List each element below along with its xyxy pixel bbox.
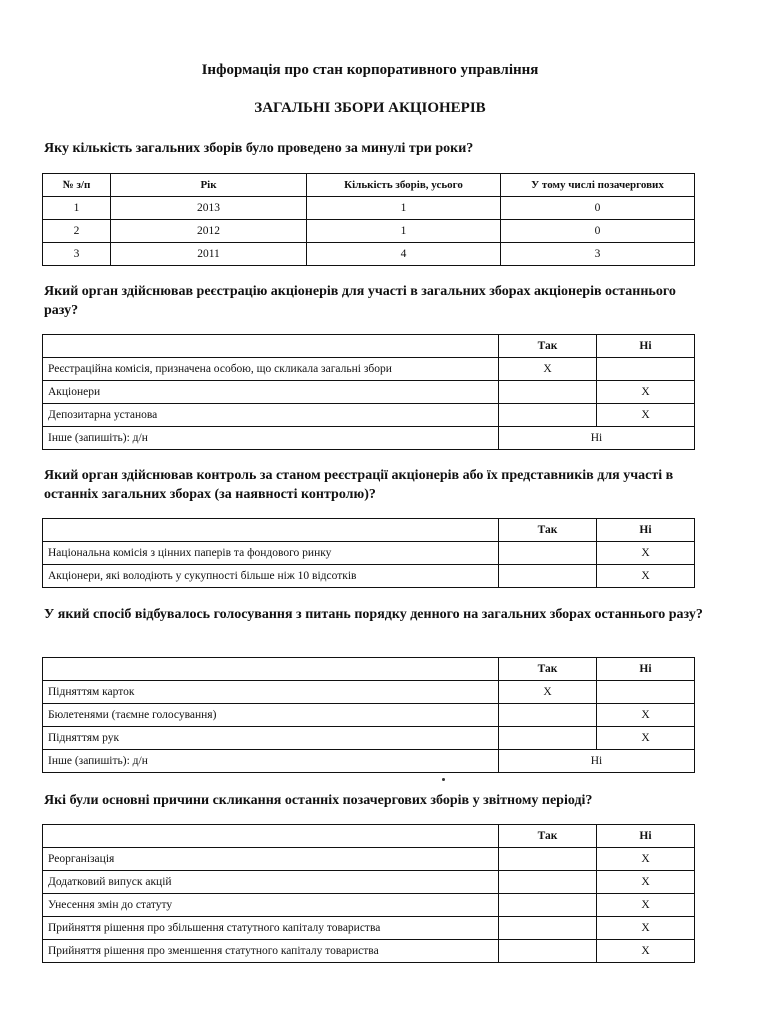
cell-yes <box>499 704 597 727</box>
control-question: Який орган здійснював контроль за станом реєстрації акціонерів або їх представників для участі в останніх загальних зборах (за наявності контролю)? <box>44 468 674 502</box>
cell-no: X <box>597 565 695 588</box>
table-row <box>43 871 695 894</box>
reasons-question: Які були основні причини скликання останніх позачергових зборів у звітному періоді? <box>44 793 593 808</box>
document-title: Інформація про стан корпоративного управління <box>201 62 539 78</box>
cell-no: X <box>597 917 695 940</box>
header-year: Рік <box>111 174 307 197</box>
cell-no: X <box>597 704 695 727</box>
cell-extraordinary: 0 <box>501 220 695 243</box>
header-yes: Так <box>499 658 597 681</box>
table-header-row <box>43 174 695 197</box>
cell-total: 4 <box>307 243 501 266</box>
table-row <box>43 704 695 727</box>
cell-extraordinary: 0 <box>501 197 695 220</box>
meetings-table <box>42 173 695 266</box>
table-row <box>43 750 695 773</box>
cell-yes: X <box>499 358 597 381</box>
row-label: Додатковий випуск акцій <box>43 871 499 894</box>
header-no: Ні <box>597 519 695 542</box>
header-blank <box>43 519 499 542</box>
table-row <box>43 427 695 450</box>
row-label: Прийняття рішення про зменшення статутного капіталу товариства <box>43 940 499 963</box>
control-table <box>42 518 695 588</box>
meetings-question: Яку кількість загальних зборів було проведено за минулі три роки? <box>44 141 474 156</box>
cell-yes <box>499 381 597 404</box>
table-row <box>43 220 695 243</box>
registration-question: Який орган здійснював реєстрацію акціонерів для участі в загальних зборах акціонерів останнього разу? <box>44 284 676 318</box>
cell-number: 3 <box>43 243 111 266</box>
cell-year: 2013 <box>111 197 307 220</box>
table-row <box>43 848 695 871</box>
row-label: Прийняття рішення про збільшення статутного капіталу товариства <box>43 917 499 940</box>
cell-no: X <box>597 871 695 894</box>
cell-yes <box>499 917 597 940</box>
cell-total: 1 <box>307 220 501 243</box>
cell-number: 2 <box>43 220 111 243</box>
voting-table <box>42 657 695 773</box>
table-row <box>43 565 695 588</box>
section-title: ЗАГАЛЬНІ ЗБОРИ АКЦІОНЕРІВ <box>254 100 486 116</box>
other-value: Ні <box>499 427 695 450</box>
cell-yes: X <box>499 681 597 704</box>
row-label: Реєстраційна комісія, призначена особою, що скликала загальні збори <box>43 358 499 381</box>
table-row <box>43 404 695 427</box>
header-number: № з/п <box>43 174 111 197</box>
cell-no: X <box>597 381 695 404</box>
cell-no: X <box>597 727 695 750</box>
cell-yes <box>499 404 597 427</box>
table-row <box>43 681 695 704</box>
header-yes: Так <box>499 519 597 542</box>
table-row <box>43 917 695 940</box>
cell-yes <box>499 565 597 588</box>
cell-no: X <box>597 940 695 963</box>
cell-yes <box>499 542 597 565</box>
cell-number: 1 <box>43 197 111 220</box>
table-row <box>43 894 695 917</box>
row-label: Бюлетенями (таємне голосування) <box>43 704 499 727</box>
cell-year: 2011 <box>111 243 307 266</box>
cell-year: 2012 <box>111 220 307 243</box>
cell-no: X <box>597 404 695 427</box>
cell-extraordinary: 3 <box>501 243 695 266</box>
row-label: Депозитарна установа <box>43 404 499 427</box>
cell-total: 1 <box>307 197 501 220</box>
header-blank <box>43 335 499 358</box>
header-no: Ні <box>597 825 695 848</box>
row-label: Акціонери <box>43 381 499 404</box>
cell-no <box>597 358 695 381</box>
table-header-row <box>43 519 695 542</box>
voting-question: У який спосіб відбувалось голосування з питань порядку денного на загальних зборах останнього разу? <box>44 607 703 622</box>
cell-no: X <box>597 542 695 565</box>
reasons-table <box>42 824 695 963</box>
table-row <box>43 243 695 266</box>
cell-yes <box>499 940 597 963</box>
row-label: Підняттям карток <box>43 681 499 704</box>
cell-no: X <box>597 894 695 917</box>
cell-yes <box>499 894 597 917</box>
table-row <box>43 727 695 750</box>
cell-yes <box>499 848 597 871</box>
header-total: Кількість зборів, усього <box>307 174 501 197</box>
table-row <box>43 358 695 381</box>
table-row <box>43 381 695 404</box>
header-extraordinary: У тому числі позачергових <box>501 174 695 197</box>
table-header-row <box>43 658 695 681</box>
table-header-row <box>43 825 695 848</box>
row-label: Унесення змін до статуту <box>43 894 499 917</box>
scan-speck <box>442 778 445 781</box>
cell-yes <box>499 871 597 894</box>
cell-no: X <box>597 848 695 871</box>
other-label: Інше (запишіть): д/н <box>43 427 499 450</box>
other-label: Інше (запишіть): д/н <box>43 750 499 773</box>
header-no: Ні <box>597 658 695 681</box>
table-header-row <box>43 335 695 358</box>
row-label: Підняттям рук <box>43 727 499 750</box>
table-row <box>43 542 695 565</box>
registration-table <box>42 334 695 450</box>
header-no: Ні <box>597 335 695 358</box>
header-yes: Так <box>499 825 597 848</box>
table-row <box>43 197 695 220</box>
cell-yes <box>499 727 597 750</box>
header-yes: Так <box>499 335 597 358</box>
row-label: Національна комісія з цінних паперів та фондового ринку <box>43 542 499 565</box>
cell-no <box>597 681 695 704</box>
header-blank <box>43 658 499 681</box>
header-blank <box>43 825 499 848</box>
row-label: Акціонери, які володіють у сукупності більше ніж 10 відсотків <box>43 565 499 588</box>
row-label: Реорганізація <box>43 848 499 871</box>
other-value: Ні <box>499 750 695 773</box>
table-row <box>43 940 695 963</box>
